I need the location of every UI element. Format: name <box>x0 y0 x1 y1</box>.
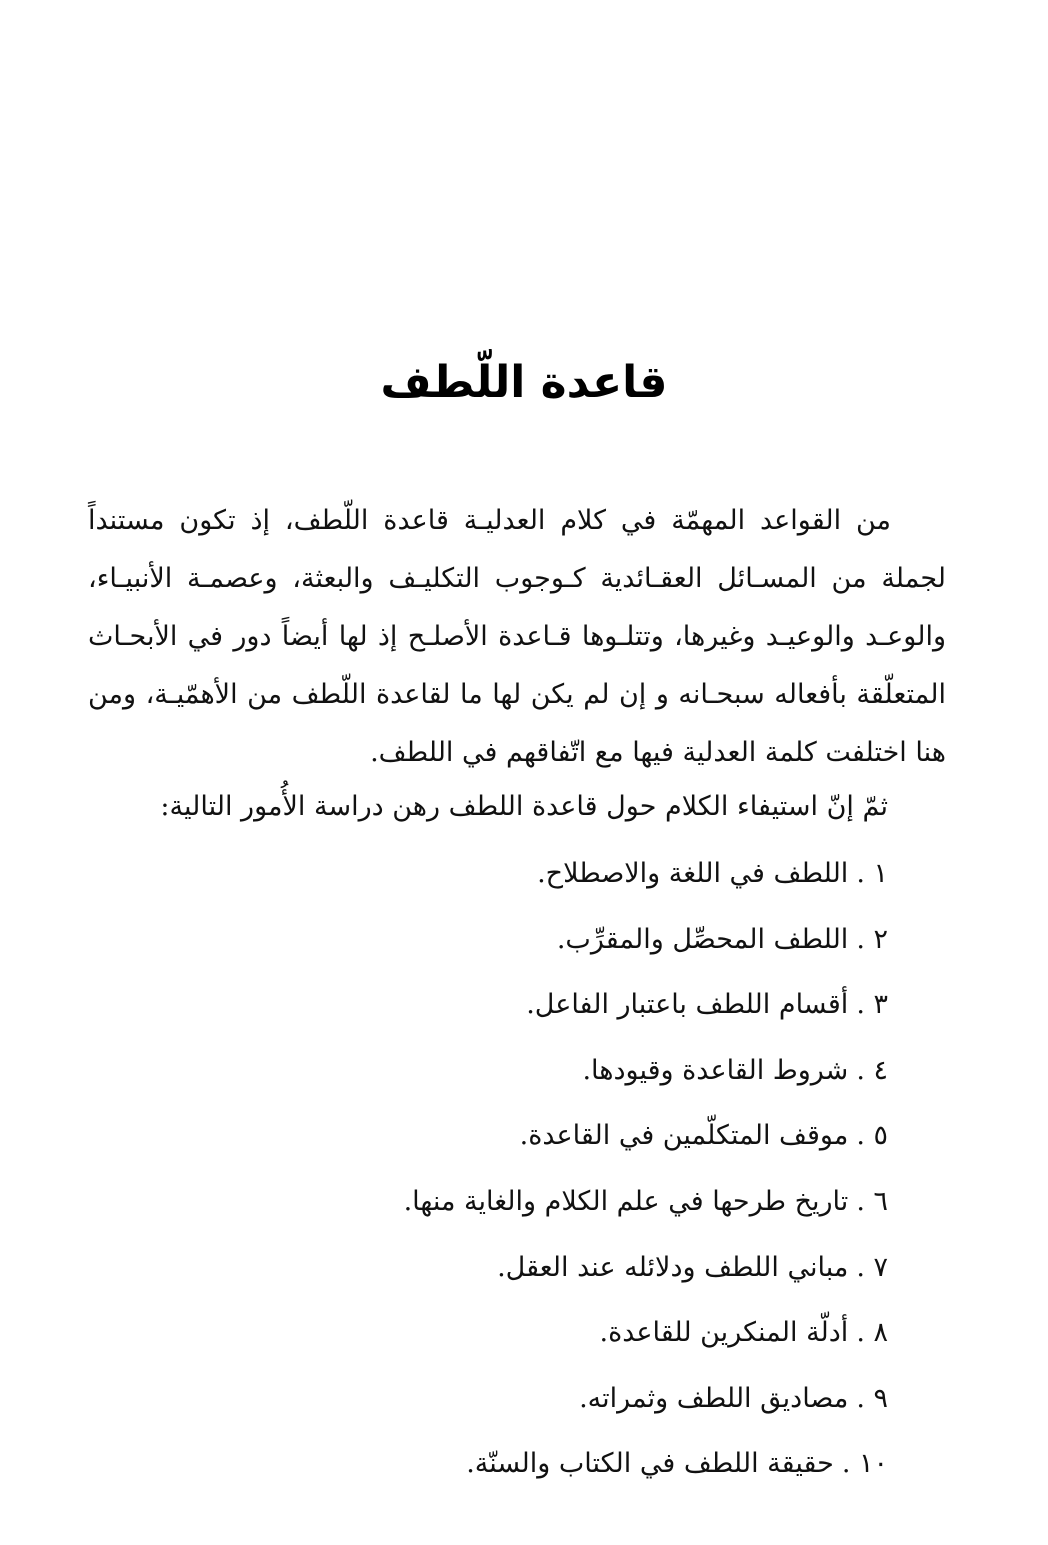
topic-item <box>404 1042 888 1108</box>
topic-number: ٩ . <box>856 1382 888 1414</box>
topic-number: ١ . <box>856 858 888 889</box>
topic-number: ٨ . <box>856 1317 888 1349</box>
topic-number: ٢ . <box>856 923 888 955</box>
topic-number: ٣ . <box>856 989 888 1021</box>
topics-list <box>404 845 888 1501</box>
topic-text: اللطف المحصِّل والمقرِّب. <box>556 923 849 955</box>
chapter-title: قاعدة اللّطف <box>380 357 668 408</box>
topic-item <box>404 845 888 911</box>
topic-number: ٥ . <box>856 1120 888 1152</box>
topic-item <box>404 1304 888 1370</box>
intro-paragraph: من القواعد المهمّة في كلام العدليـة قاعدة اللّطف، إذ تكون مستنداً لجملة من المسـائل العقـائدية كـوجوب التكليـف والبعثة، وعصمـة الأنبيـاء، والوعـد والوعيـد وغيرها، وتتلـوها قـاعدة الأصلـح إذ لها أيضاً دور في الأبحـاث المتعلّقة بأفعاله سبحـانه و إن لم يكن لها ما لقاعدة اللّطف من الأهمّيـة، ومن هنا اختلفت كلمة العدلية فيها مع اتّفاقهم في اللطف. <box>88 505 946 768</box>
topic-item <box>404 1435 888 1501</box>
topic-item <box>404 976 888 1042</box>
topic-item <box>404 1239 888 1305</box>
topic-text: حقيقة اللطف في الكتاب والسنّة. <box>466 1448 834 1480</box>
topic-item <box>404 1370 888 1436</box>
topic-number: ٤ . <box>856 1054 888 1086</box>
topic-number: ٦ . <box>856 1185 888 1217</box>
topic-item <box>404 1173 888 1239</box>
topic-text: شروط القاعدة وقيودها. <box>582 1054 849 1086</box>
topic-text: أدلّة المنكرين للقاعدة. <box>599 1317 849 1349</box>
topic-text: مصاديق اللطف وثمراته. <box>579 1382 849 1414</box>
topic-text: اللطف في اللغة والاصطلاح. <box>537 858 849 889</box>
topic-number: ١٠ . <box>841 1448 888 1480</box>
topic-item <box>404 911 888 977</box>
topic-text: مباني اللطف ودلائله عند العقل. <box>497 1251 849 1283</box>
list-lead-sentence: ثمّ إنّ استيفاء الكلام حول قاعدة اللطف رهن دراسة الأُمور التالية: <box>160 791 888 822</box>
topic-text: تاريخ طرحها في علم الكلام والغاية منها. <box>403 1185 849 1217</box>
topic-number: ٧ . <box>856 1251 888 1283</box>
topic-text: أقسام اللطف باعتبار الفاعل. <box>526 989 849 1021</box>
topic-text: موقف المتكلّمين في القاعدة. <box>519 1120 849 1152</box>
topic-item <box>404 1107 888 1173</box>
